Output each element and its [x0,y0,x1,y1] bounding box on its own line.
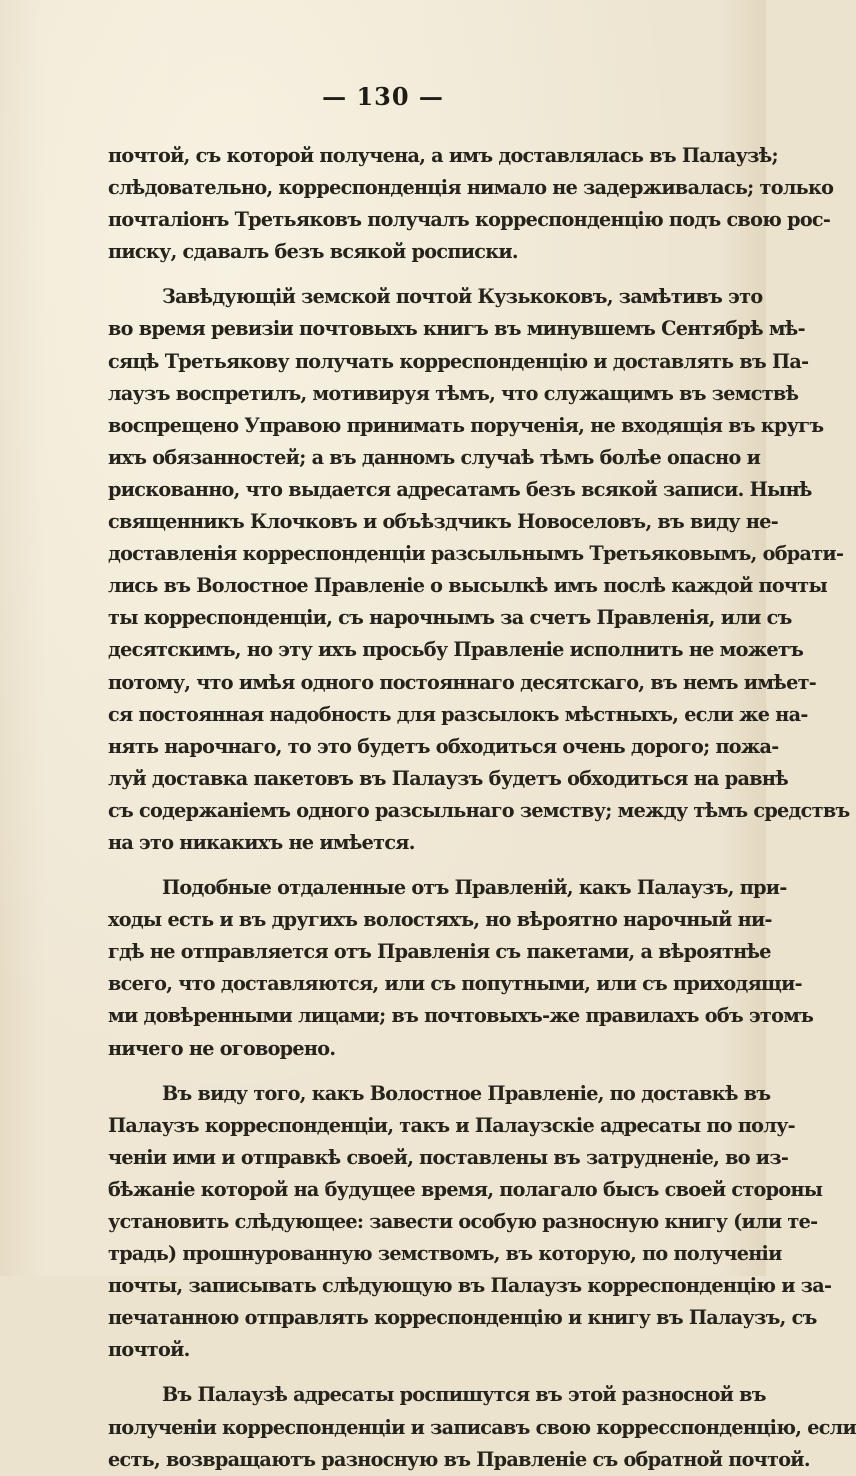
text-line: Въ виду того, какъ Волостное Правленіе, по доставкѣ въ [162,1081,771,1105]
paragraph-gap [108,268,752,281]
text-line: Въ Палаузѣ адресаты роспишутся въ этой разносной въ [162,1383,766,1407]
text-line: почтой, съ которой получена, а имъ доставлялась въ Палаузѣ; [108,144,778,167]
text-line: гдѣ не отправляется отъ Правленія съ пакетами, а вѣроятнѣе [108,940,771,964]
text-line: луй доставка пакетовъ въ Палаузъ будетъ обходиться на равнѣ [108,766,788,790]
text-line: полученіи корреспонденціи и записавъ свою корресспонденцію, если [108,1415,856,1439]
text-line: съ содержаніемъ одного разсыльнаго земству; между тѣмъ средствъ [108,798,850,822]
page-number: — 130 — [322,82,444,111]
text-line: ченіи ими и отправкѣ своей, поставлены въ затрудненіе, во из- [108,1145,789,1169]
text-line: установить слѣдующее: завести особую разносную книгу (или те- [108,1210,818,1233]
text-line: слѣдовательно, корреспонденція нимало не задерживалась; только [108,176,834,200]
text-line: потому, что имѣя одного постояннаго десятскаго, въ немъ имѣет- [108,670,817,694]
text-line: Палаузъ корреспонденціи, такъ и Палаузскіе адресаты по полу- [108,1113,795,1137]
text-line: лись въ Волостное Правленіе о высылкѣ имъ послѣ каждой почты [108,574,827,598]
text-line: сяцѣ Третьякову получать корреспонденцію и доставлять въ Па- [108,349,809,373]
text-line: ходы есть и въ другихъ волостяхъ, но вѣроятно нарочный ни- [108,908,772,932]
text-line: Завѣдующій земской почтой Кузькоковъ, замѣтивъ это [162,285,763,309]
text-line: воспрещено Управою принимать порученія, не входящія въ кругъ [108,413,824,437]
text-line: ты корреспонденціи, съ нарочнымъ за счетъ Правленія, или съ [108,606,792,630]
text-line: нять нарочнаго, то это будетъ обходиться очень дорого; пожа- [108,734,779,758]
text-line: ихъ обязанностей; а въ данномъ случаѣ тѣмъ болѣе опасно и [108,445,761,469]
body-text [108,140,856,1476]
text-line: священникъ Клочковъ и объѣздчикъ Новоселовъ, въ виду не- [108,510,778,534]
text-line: Подобные отдаленные отъ Правленій, какъ Палаузъ, при- [162,876,787,900]
paragraph [108,140,834,268]
text-line: печатанною отправлять корреспонденцію и книгу въ Палаузъ, съ [108,1306,817,1330]
text-line: почтой. [108,1338,190,1362]
paragraph [108,1379,856,1475]
text-line: рискованно, что выдается адресатамъ безъ всякой записи. Нынѣ [108,477,812,501]
paragraph-gap [108,859,752,872]
text-line: почты, записывать слѣдующую въ Палаузъ корреспонденцію и за- [108,1274,832,1298]
text-line: доставленія корреспонденціи разсыльнымъ Третьяковымъ, обрати- [108,542,844,566]
paragraph-gap [108,1366,752,1379]
text-line: писку, сдавалъ безъ всякой росписки. [108,240,518,264]
text-line: ми довѣренными лицами; въ почтовыхъ-же правилахъ объ этомъ [108,1004,814,1028]
paragraph [108,281,850,859]
text-line: на это никакихъ не имѣется. [108,830,415,854]
paragraph [108,1078,832,1367]
text-line: ничего не оговорено. [108,1036,336,1060]
text-line: десятскимъ, но эту ихъ просьбу Правленіе исполнить не можетъ [108,638,804,662]
text-line: лаузъ воспретилъ, мотивируя тѣмъ, что служащимъ въ земствѣ [108,381,799,405]
text-line: почталіонъ Третьяковъ получалъ корреспонденцію подъ свою рос- [108,208,831,232]
text-line: есть, возвращаютъ разносную въ Правленіе съ обратной почтой. [108,1447,810,1471]
text-line: ся постоянная надобность для разсылокъ мѣстныхъ, если же на- [108,702,808,726]
text-line: всего, что доставляются, или съ попутными, или съ приходящи- [108,972,802,996]
text-line: традь) прошнурованную земствомъ, въ которую, по полученіи [108,1242,782,1266]
text-line: бѣжаніе которой на будущее время, полагало бысъ своей стороны [108,1177,823,1201]
paragraph-gap [108,1065,752,1078]
paragraph [108,872,814,1065]
text-line: во время ревизіи почтовыхъ книгъ въ минувшемъ Сентябрѣ мѣ- [108,317,805,341]
